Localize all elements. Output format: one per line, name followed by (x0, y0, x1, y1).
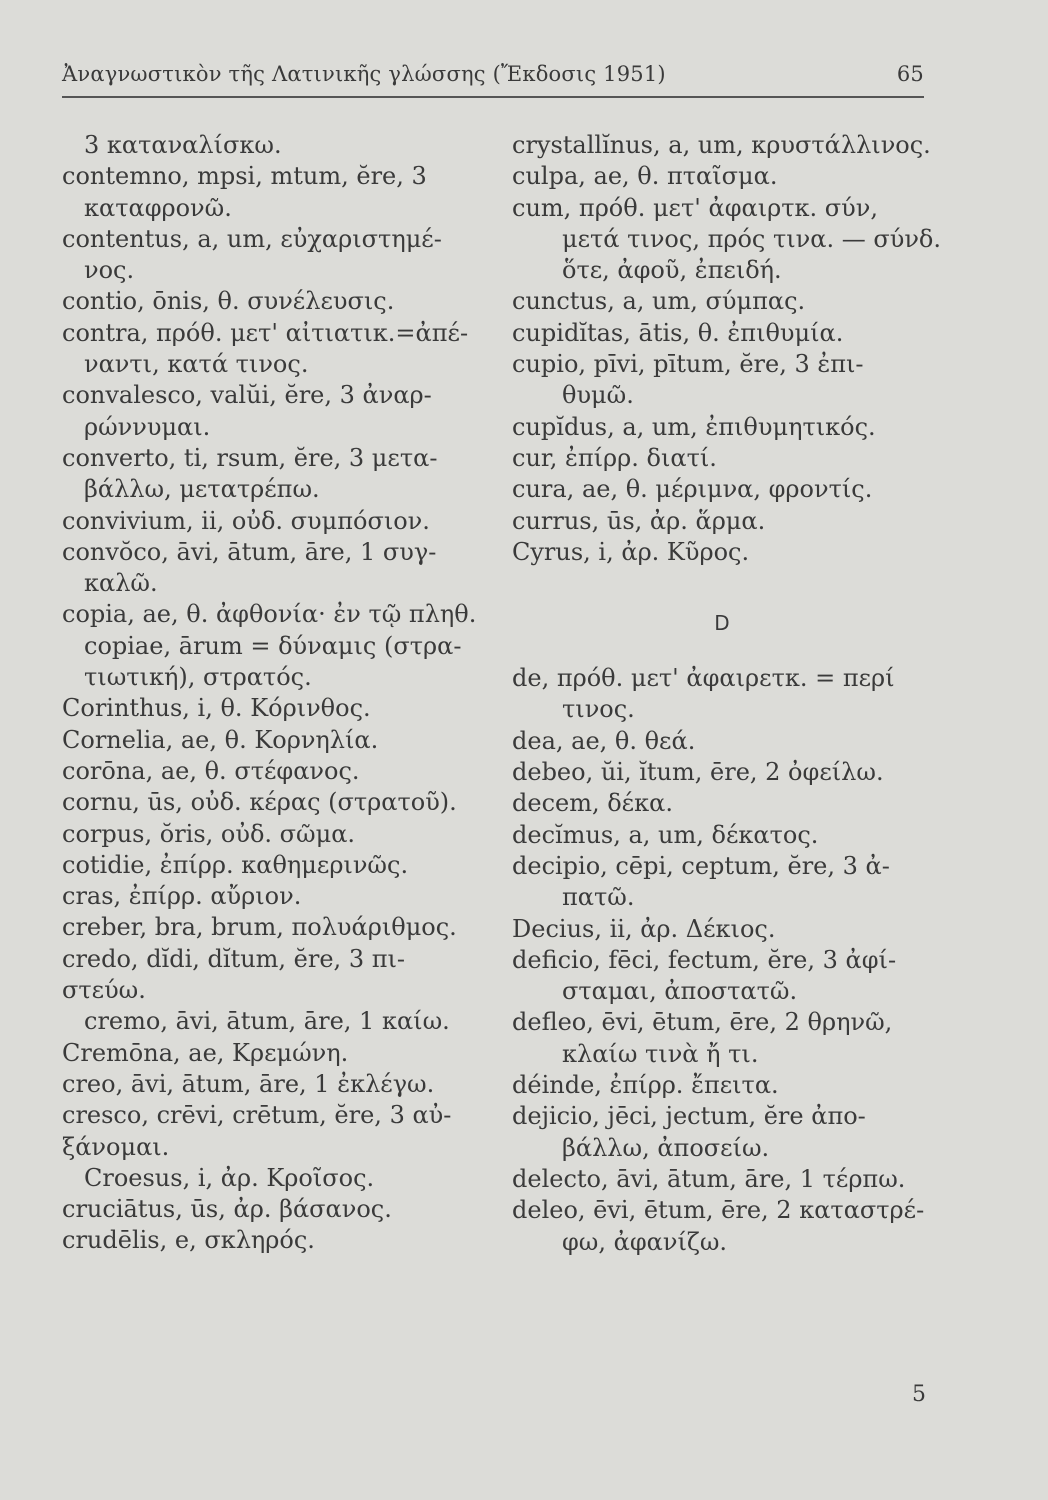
entry-line: deleo, ēvi, ētum, ēre, 2 καταστρέ- (512, 1196, 925, 1225)
entry-line: φω, ἀφανίζω. (562, 1227, 728, 1256)
entry-line (62, 1257, 492, 1288)
entry-line: τινος. (562, 695, 635, 724)
entry-line: καλῶ. (84, 569, 158, 598)
entry-line: Corinthus, i, θ. Κόρινθος. (62, 694, 371, 723)
entry-line: contra, πρόθ. μετ' αἰτιατικ.=ἀπέ- (62, 318, 469, 347)
entry-line: cunctus, a, um, σύμπας. (512, 287, 806, 316)
entry-line: contio, ōnis, θ. συνέλευσις. (62, 287, 395, 316)
entry-line: dejicio, jēci, jectum, ĕre ἀπο- (512, 1102, 866, 1131)
entry-line: convivium, ii, οὐδ. συμπόσιον. (62, 506, 430, 535)
entry-line: ρώννυμαι. (84, 412, 211, 441)
entry-line: déinde, ἐπίρρ. ἔπειτα. (512, 1071, 779, 1100)
entry-line: cupidĭtas, ātis, θ. ἐπιθυμία. (512, 318, 844, 347)
entry-line: cupĭdus, a, um, ἐπιθυμητικός. (512, 412, 876, 441)
page-number: 65 (896, 62, 924, 86)
entry-line: deficio, fēci, fectum, ĕre, 3 ἀφί- (512, 945, 897, 974)
entry-line: convŏco, āvi, ātum, āre, 1 συγ- (62, 537, 437, 566)
entry-line: cremo, āvi, ātum, āre, 1 καίω. (84, 1007, 450, 1036)
header-rule (62, 96, 924, 98)
running-header (62, 62, 924, 86)
entry-line: de, πρόθ. μετ' ἀφαιρετκ. = περί (512, 664, 895, 693)
entry-line: copiae, ārum = δύναμις (στρα- (84, 631, 462, 660)
entry-line: cruciātus, ūs, ἀρ. βάσανος. (62, 1195, 392, 1224)
entry-line: καταφρονῶ. (84, 193, 232, 222)
section-letter-heading: D (714, 611, 730, 636)
entry-line: ναντι, κατά τινος. (84, 350, 309, 379)
entry-line: debeo, ŭi, ĭtum, ēre, 2 ὀφείλω. (512, 758, 884, 787)
entry-line: Cornelia, ae, θ. Κορνηλία. (62, 725, 379, 754)
entry-line: τιωτική), στρατός. (84, 663, 312, 692)
entry-line: πατῶ. (562, 883, 635, 912)
entry-line: corpus, ŏris, οὐδ. σῶμα. (62, 819, 356, 848)
entry-line: crudēlis, e, σκληρός. (62, 1226, 315, 1255)
entry-line: convalesco, valŭi, ĕre, 3 ἀναρ- (62, 381, 432, 410)
entry-line: converto, ti, rsum, ĕre, 3 μετα- (62, 443, 438, 472)
entry-line: στεύω. (62, 976, 146, 1005)
entry-line: cupio, pīvi, pītum, ĕre, 3 ἐπι- (512, 350, 864, 379)
entry-line: cura, ae, θ. μέριμνα, φροντίς. (512, 475, 873, 504)
running-title: Ἀναγνωστικὸν τῆς Λατινικῆς γλώσσης (Ἔκδοσις 1951) (62, 62, 666, 86)
entry-line: cresco, crēvi, crētum, ĕre, 3 αὐ- (62, 1101, 452, 1130)
entry-line: creo, āvi, ātum, āre, 1 ἐκλέγω. (62, 1069, 435, 1098)
entry-line: μετά τινος, πρός τινα. — σύνδ. (562, 224, 941, 253)
right-column (512, 130, 941, 1258)
entry-line: decĭmus, a, um, δέκατος. (512, 820, 819, 849)
entry-line: credo, dĭdi, dĭtum, ĕre, 3 πι- (62, 944, 406, 973)
entry-line: cur, ἐπίρρ. διατί. (512, 443, 717, 472)
entry-line: delecto, āvi, ātum, āre, 1 τέρπω. (512, 1164, 906, 1193)
entry-line: Cyrus, i, ἀρ. Κῦρος. (512, 537, 750, 566)
entry-line: Decius, ii, ἀρ. Δέκιος. (512, 914, 776, 943)
entry-line: βάλλω, ἀποσείω. (562, 1133, 770, 1162)
entry-line: currus, ūs, ἀρ. ἅρμα. (512, 506, 766, 535)
entry-line: Cremōna, ae, Κρεμώνη. (62, 1038, 349, 1067)
entry-line: cum, πρόθ. μετ' ἀφαιρτκ. σύν, (512, 193, 878, 222)
entry-line: ὅτε, ἀφοῦ, ἐπειδή. (562, 256, 782, 285)
entry-line: decem, δέκα. (512, 789, 673, 818)
entry-line: contemno, mpsi, mtum, ĕre, 3 (62, 162, 427, 191)
entry-line: culpa, ae, θ. πταῖσμα. (512, 162, 778, 191)
entry-line: νος. (84, 256, 135, 285)
entry-line: cras, ἐπίρρ. αὔριον. (62, 882, 302, 911)
entry-line: contentus, a, um, εὐχαριστημέ- (62, 224, 442, 253)
entry-line: cornu, ūs, οὐδ. κέρας (στρατοῦ). (62, 788, 457, 817)
entry-line: cotidie, ἐπίρρ. καθημερινῶς. (62, 850, 409, 879)
entry-line: copia, ae, θ. ἀφθονία· ἐν τῷ πληθ. (62, 600, 477, 629)
entry-line: defleo, ēvi, ētum, ēre, 2 θρηνῶ, (512, 1008, 893, 1037)
entry-line: crystallĭnus, a, um, κρυστάλλινος. (512, 131, 931, 159)
entry-line: corōna, ae, θ. στέφανος. (62, 756, 360, 785)
entry-line: σταμαι, ἀποστατῶ. (562, 977, 798, 1006)
entry-line: κλαίω τινὰ ἤ τι. (562, 1039, 759, 1068)
entry-line: decipio, cēpi, ceptum, ĕre, 3 ἀ- (512, 851, 890, 880)
entry-line: βάλλω, μετατρέπω. (84, 475, 320, 504)
entry-line: Croesus, i, ἀρ. Κροῖσος. (84, 1163, 375, 1192)
entry-line: creber, bra, brum, πολυάριθμος. (62, 913, 457, 942)
left-column (62, 130, 492, 1288)
entry-line: θυμῶ. (562, 381, 634, 410)
entry-line: ξάνομαι. (62, 1132, 170, 1161)
signature-number: 5 (912, 1382, 926, 1407)
entry-line: dea, ae, θ. θεά. (512, 726, 696, 755)
entry-line: 3 καταναλίσκω. (84, 131, 282, 159)
